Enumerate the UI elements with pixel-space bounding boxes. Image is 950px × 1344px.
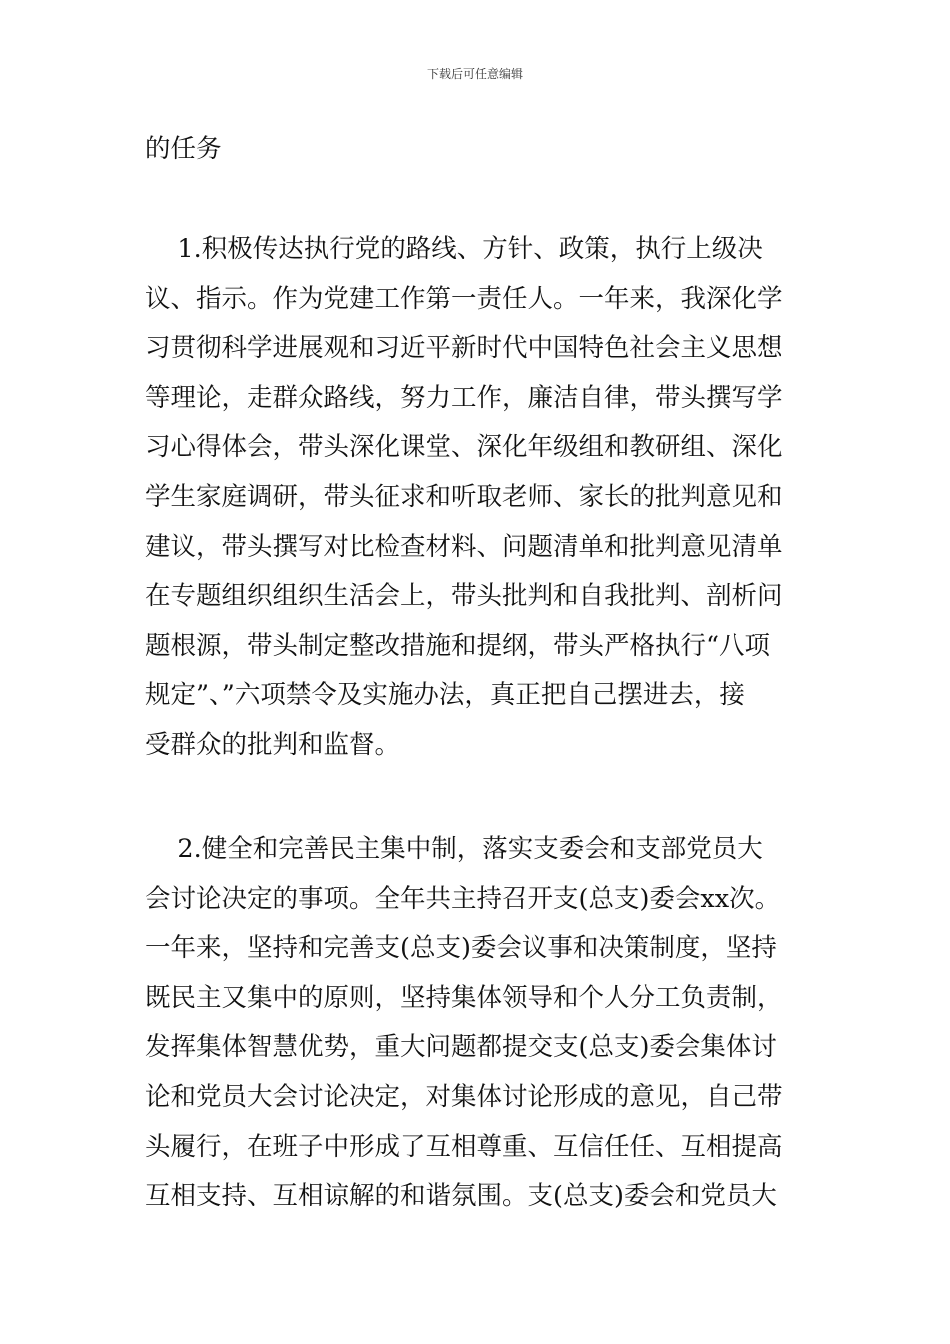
text-line: 互相支持、互相谅解的和谐氛围。支(总支)委会和党员大 bbox=[145, 1181, 777, 1212]
text-line: 头履行，在班子中形成了互相尊重、互信任任、互相提高 bbox=[145, 1131, 783, 1162]
text-line: 习心得体会，带头深化课堂、深化年级组和教研组、深化 bbox=[145, 432, 783, 463]
text-line: 2.健全和完善民主集中制，落实支委会和支部党员大 bbox=[145, 834, 763, 864]
text-line: 建议，带头撰写对比检查材料、问题清单和批判意见清单 bbox=[145, 531, 783, 562]
text-line: 等理论，走群众路线，努力工作，廉洁自律，带头撰写学 bbox=[145, 382, 783, 413]
text-line: 受群众的批判和监督。 bbox=[145, 729, 401, 760]
text-line: 议、指示。作为党建工作第一责任人。一年来，我深化学 bbox=[145, 283, 783, 314]
text-line: 会讨论决定的事项。全年共主持召开支(总支)委会xx次。 bbox=[145, 883, 781, 914]
text-line: 学生家庭调研，带头征求和听取老师、家长的批判意见和 bbox=[145, 481, 783, 512]
text-line: 的任务 bbox=[145, 134, 222, 164]
text-line: 在专题组织组织生活会上，带头批判和自我批判、剖析问 bbox=[145, 581, 783, 612]
text-line: 规定”、”六项禁令及实施办法，真正把自己摆进去，接 bbox=[145, 680, 745, 711]
text-line: 发挥集体智慧优势，重大问题都提交支(总支)委会集体讨 bbox=[145, 1032, 777, 1063]
text-line: 一年来，坚持和完善支(总支)委会议事和决策制度，坚持 bbox=[145, 933, 777, 964]
text-fragment bbox=[145, 125, 807, 175]
text-line: 论和党员大会讨论决定，对集体讨论形成的意见，自己带 bbox=[145, 1081, 783, 1112]
page-header: 下载后可任意编辑 bbox=[426, 67, 523, 81]
paragraph-1 bbox=[145, 225, 807, 771]
paragraph-2 bbox=[145, 825, 807, 1222]
text-line: 1.积极传达执行党的路线、方针、政策，执行上级决 bbox=[145, 234, 763, 264]
text-line: 题根源，带头制定整改措施和提纲，带头严格执行“八项 bbox=[145, 630, 771, 661]
text-line: 习贯彻科学进展观和习近平新时代中国特色社会主义思想 bbox=[145, 333, 783, 364]
text-line: 既民主又集中的原则，坚持集体领导和个人分工负责制， bbox=[145, 982, 783, 1013]
